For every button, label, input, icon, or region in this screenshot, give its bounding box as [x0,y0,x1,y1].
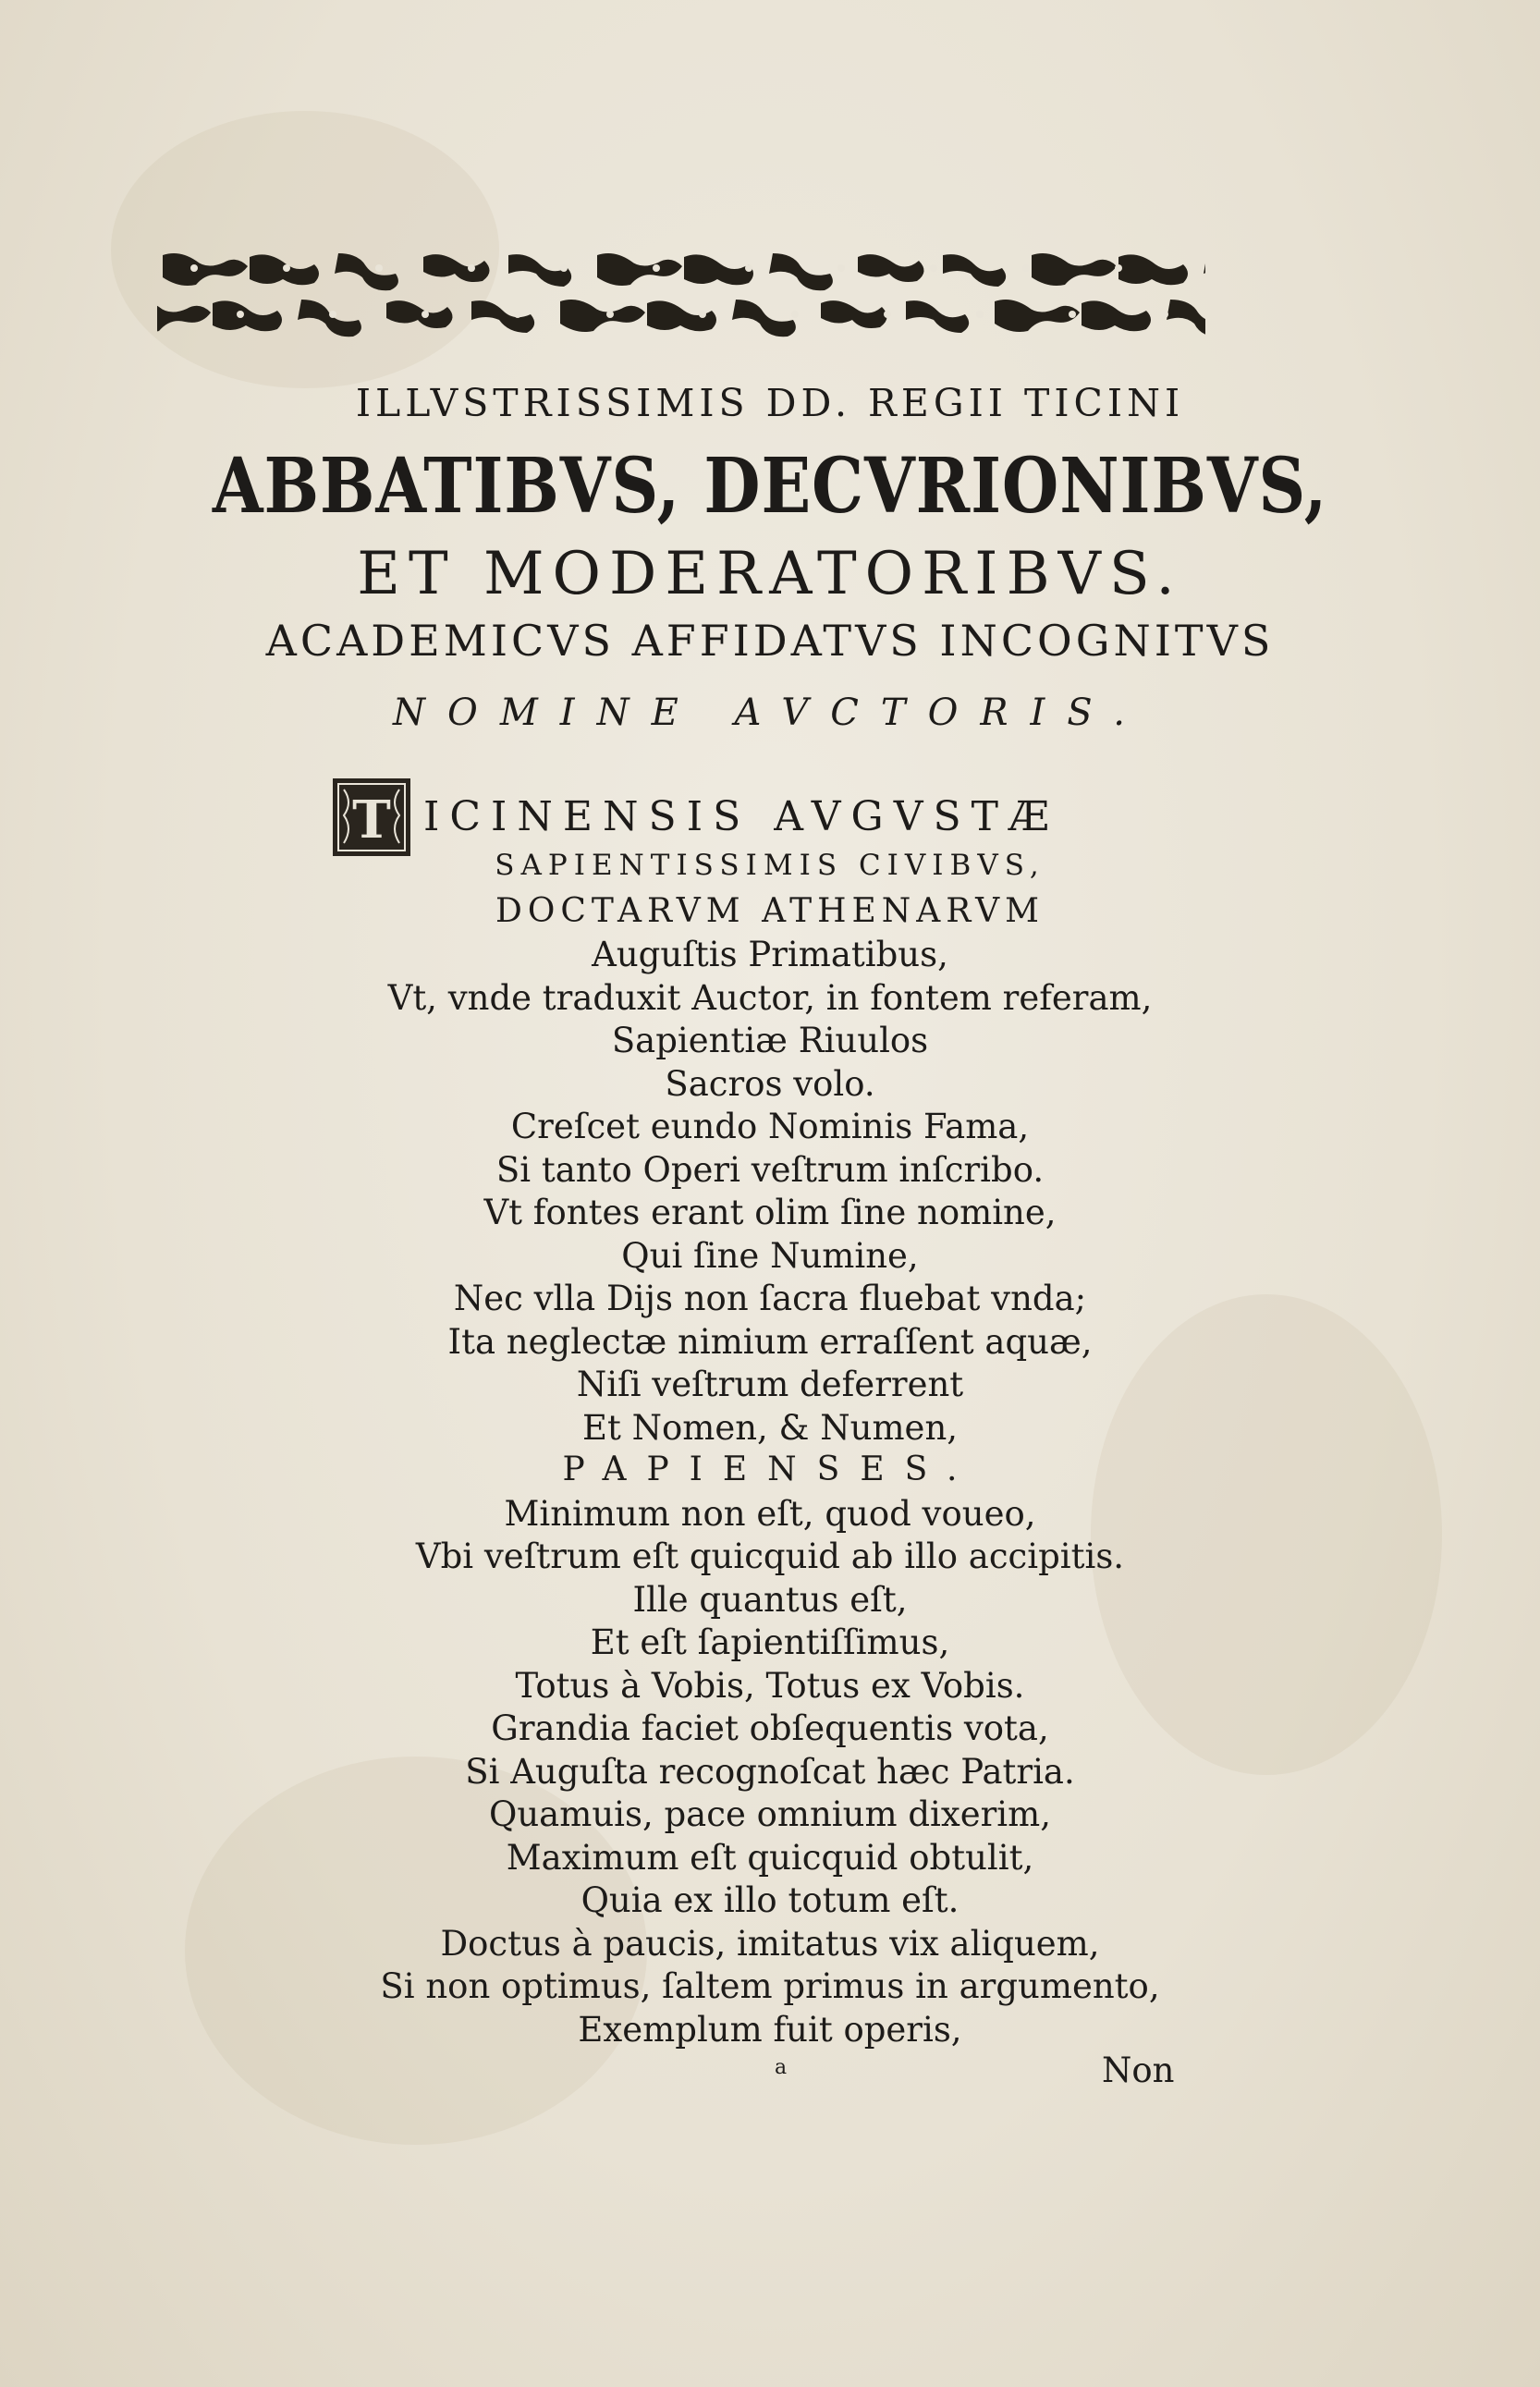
dedication-line: Vt, vnde traduxit Auctor, in fontem referam, [387,977,1153,1018]
dedication-heading-line4: ACADEMICVS AFFIDATVS INCOGNITVS [265,616,1275,666]
dedication-line: Vbi veſtrum eſt quicquid ab illo accipitis. [415,1536,1125,1576]
dedication-line: Quia ex illo totum eſt. [581,1880,959,1920]
dedication-line: DOCTARVM ATHENARVM [495,891,1045,930]
dedication-line: Si non optimus, ſaltem primus in argumento, [380,1966,1160,2006]
dedication-line: Vt fontes erant olim ſine nomine, [483,1193,1057,1232]
dedication-line: Grandia faciet obſequentis vota, [491,1708,1049,1748]
dedication-line: Si tanto Operi veſtrum inſcribo. [495,1149,1045,1190]
dedication-heading-line5: NOMINE AVCTORIS. [393,692,1147,734]
dedication-line: Totus à Vobis, Totus ex Vobis. [515,1665,1025,1706]
signature-mark: a [775,2056,788,2079]
dedication-line: Auguſtis Primatibus, [592,935,948,974]
dedication-line: Ille quantus eſt, [632,1579,908,1620]
drop-cap-letter: T [352,790,391,851]
dedication-line: Maximum eſt quicquid obtulit, [506,1837,1034,1878]
dedication-line: Si Auguſta recognoſcat hæc Patria. [465,1751,1075,1792]
dedication-line: Sapientiæ Riuulos [611,1021,929,1060]
first-line: ICINENSIS AVGVSTÆ [423,793,1060,840]
dedication-line: Quamuis, pace omnium dixerim, [489,1794,1051,1834]
dedication-line: Sacros volo. [665,1063,875,1104]
dedication-line: Exemplum fuit operis, [578,2009,962,2050]
dedication-heading-line2: ABBATIBVS, DECVRIONIBVS, [212,442,1328,531]
drop-cap-initial [331,777,412,858]
dedication-line: Ita neglectæ nimium erraſſent aquæ, [447,1321,1093,1362]
dedication-heading-line1: ILLVSTRISSIMIS DD. REGII TICINI [355,381,1185,425]
catchword: Non [1102,2050,1175,2090]
dedication-line: PAPIENSES. [562,1451,978,1488]
dedication-line: Doctus à paucis, imitatus vix aliquem, [440,1923,1100,1964]
dedication-line: SAPIENTISSIMIS CIVIBVS, [495,849,1045,882]
dedication-line: Et Nomen, & Numen, [581,1407,959,1448]
dedication-line: Et eſt ſapientiſſimus, [590,1622,950,1662]
dedication-heading-line3: ET MODERATORIBVS. [357,540,1183,608]
dedication-line: Creſcet eundo Nominis Fama, [510,1107,1030,1146]
dedication-line: Qui ſine Numine, [621,1235,919,1276]
dedication-line: Nec vlla Dijs non ſacra fluebat vnda; [453,1279,1087,1318]
ornament-headpiece [157,248,1205,338]
dedication-line: Minimum non eſt, quod voueo, [504,1493,1036,1534]
dedication-line: Niſi veſtrum deferrent [576,1365,964,1404]
